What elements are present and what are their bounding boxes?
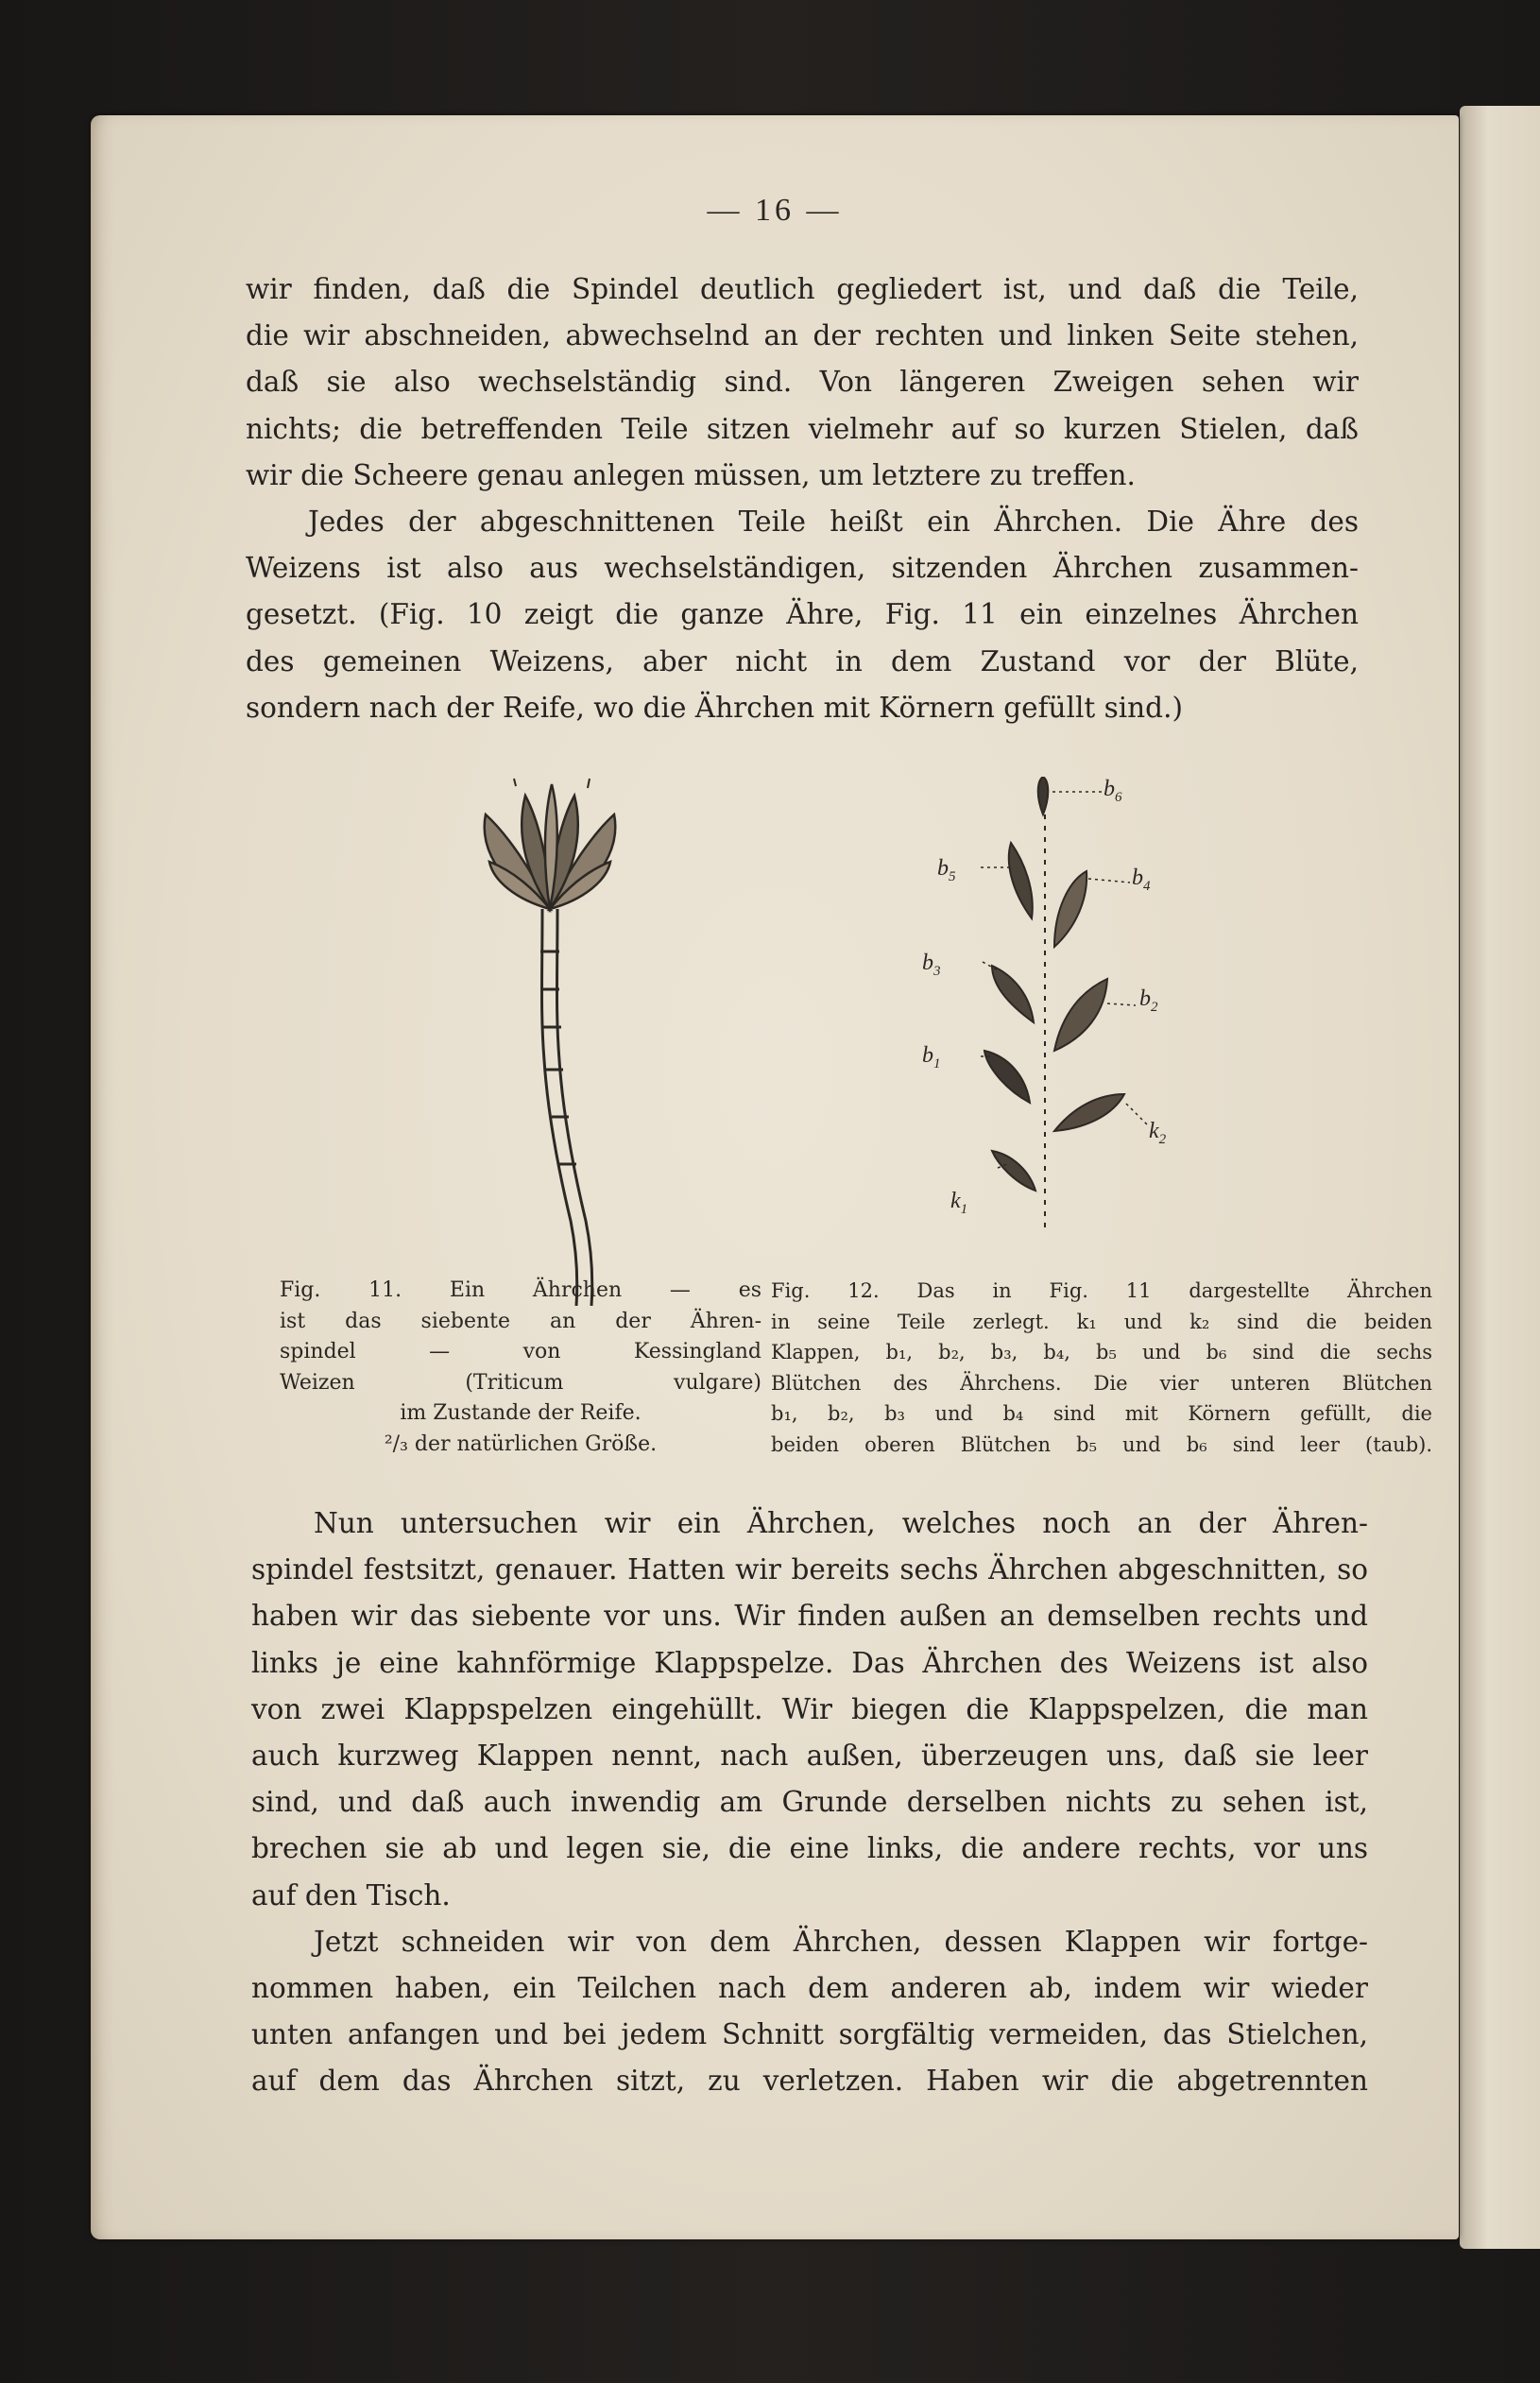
text-line: Weizens ist also aus wechselständigen, sitzenden Ährchen zusammen-	[246, 552, 1359, 585]
caption-line: ist das siebente an der Ähren-	[280, 1309, 761, 1333]
text-line: daß sie also wechselständig sind. Von längeren Zweigen sehen wir	[246, 366, 1359, 399]
caption-line: Klappen, b₁, b₂, b₃, b₄, b₅ und b₆ sind die sechs	[771, 1341, 1432, 1364]
text-line: auf dem das Ährchen sitzt, zu verletzen. Haben wir die abgetrennten	[251, 2065, 1368, 2098]
caption-line: ²/₃ der natürlichen Größe.	[384, 1432, 658, 1456]
text-line: auf den Tisch.	[251, 1878, 451, 1912]
next-page-edge	[1460, 106, 1540, 2249]
caption-line: Fig. 11. Ein Ährchen — es	[280, 1278, 761, 1302]
caption-figure-12	[771, 1276, 1432, 1461]
text-line: auch kurzweg Klappen nennt, nach außen, überzeugen uns, daß sie leer	[251, 1740, 1368, 1773]
text-line: von zwei Klappspelzen eingehüllt. Wir biegen die Klappspelzen, die man	[251, 1692, 1368, 1725]
text-line: wir die Scheere genau anlegen müssen, um letztere zu treffen.	[246, 458, 1136, 491]
text-line-content: Nun untersuchen wir ein Ährchen, welches noch an der Ähren-	[314, 1507, 1368, 1539]
text-line: nommen haben, ein Teilchen nach dem anderen ab, indem wir wieder	[251, 1972, 1368, 2005]
label-k1: $k_1$	[950, 1189, 968, 1217]
label-k2: $k_2$	[1149, 1119, 1167, 1147]
caption-line: beiden oberen Blütchen b₅ und b₆ sind leer (taub).	[771, 1432, 1432, 1456]
text-line: unten anfangen und bei jedem Schnitt sorgfältig vermeiden, das Stielchen,	[251, 2018, 1368, 2051]
text-line	[251, 1500, 1368, 1547]
book-page	[91, 115, 1459, 2239]
caption-line: Weizen (Triticum vulgare)	[280, 1370, 761, 1395]
text-line: wir finden, daß die Spindel deutlich gegliedert ist, und daß die Teile,	[246, 273, 1359, 305]
text-line	[246, 499, 1359, 545]
text-line: gesetzt. (Fig. 10 zeigt die ganze Ähre, Fig. 11 ein einzelnes Ährchen	[246, 598, 1359, 631]
caption-line: Fig. 12. Das in Fig. 11 dargestellte Ährchen	[771, 1279, 1432, 1302]
figure-12-dissected-spikelet	[913, 777, 1309, 1268]
text-line	[251, 1919, 1368, 1965]
caption-line: b₁, b₂, b₃ und b₄ sind mit Körnern gefüllt, die	[771, 1402, 1432, 1426]
caption-line: Blütchen des Ährchens. Die vier unteren Blütchen	[771, 1371, 1432, 1395]
text-line: brechen sie ab und legen sie, die eine links, die andere rechts, vor uns	[251, 1832, 1368, 1865]
caption-line: spindel — von Kessingland	[280, 1340, 761, 1364]
text-line: des gemeinen Weizens, aber nicht in dem Zustand vor der Blüte,	[246, 644, 1359, 677]
text-line: die wir abschneiden, abwechselnd an der rechten und linken Seite stehen,	[246, 319, 1359, 352]
figure-11-spikelet	[374, 777, 658, 1306]
label-b5: $b_5$	[937, 856, 956, 884]
label-b2: $b_2$	[1139, 986, 1158, 1015]
caption-line: in seine Teile zerlegt. k₁ und k₂ sind die beiden	[771, 1310, 1432, 1333]
text-line: sondern nach der Reife, wo die Ährchen mit Körnern gefüllt sind.)	[246, 691, 1183, 724]
text-line: sind, und daß auch inwendig am Grunde derselben nichts zu sehen ist,	[251, 1786, 1368, 1819]
caption-figure-11	[280, 1276, 761, 1461]
label-b3: $b_3$	[922, 951, 941, 979]
label-b1: $b_1$	[922, 1043, 941, 1071]
label-b4: $b_4$	[1132, 866, 1151, 894]
text-block-bottom	[251, 1500, 1368, 2105]
text-line-content: Jedes der abgeschnittenen Teile heißt ein Ährchen. Die Ähre des	[308, 506, 1359, 539]
page-number: — 16 —	[707, 193, 843, 228]
text-line-content: Jetzt schneiden wir von dem Ährchen, dessen Klappen wir fortge-	[314, 1925, 1368, 1958]
caption-line: im Zustande der Reife.	[400, 1401, 642, 1426]
text-line: haben wir das siebente vor uns. Wir finden außen an demselben rechts und	[251, 1600, 1368, 1633]
text-block-top	[246, 266, 1359, 731]
label-b6: $b_6$	[1104, 777, 1122, 805]
text-line: spindel festsitzt, genauer. Hatten wir bereits sechs Ährchen abgeschnitten, so	[251, 1553, 1368, 1586]
text-line: links je eine kahnförmige Klappspelze. Das Ährchen des Weizens ist also	[251, 1646, 1368, 1679]
text-line: nichts; die betreffenden Teile sitzen vielmehr auf so kurzen Stielen, daß	[246, 412, 1359, 445]
